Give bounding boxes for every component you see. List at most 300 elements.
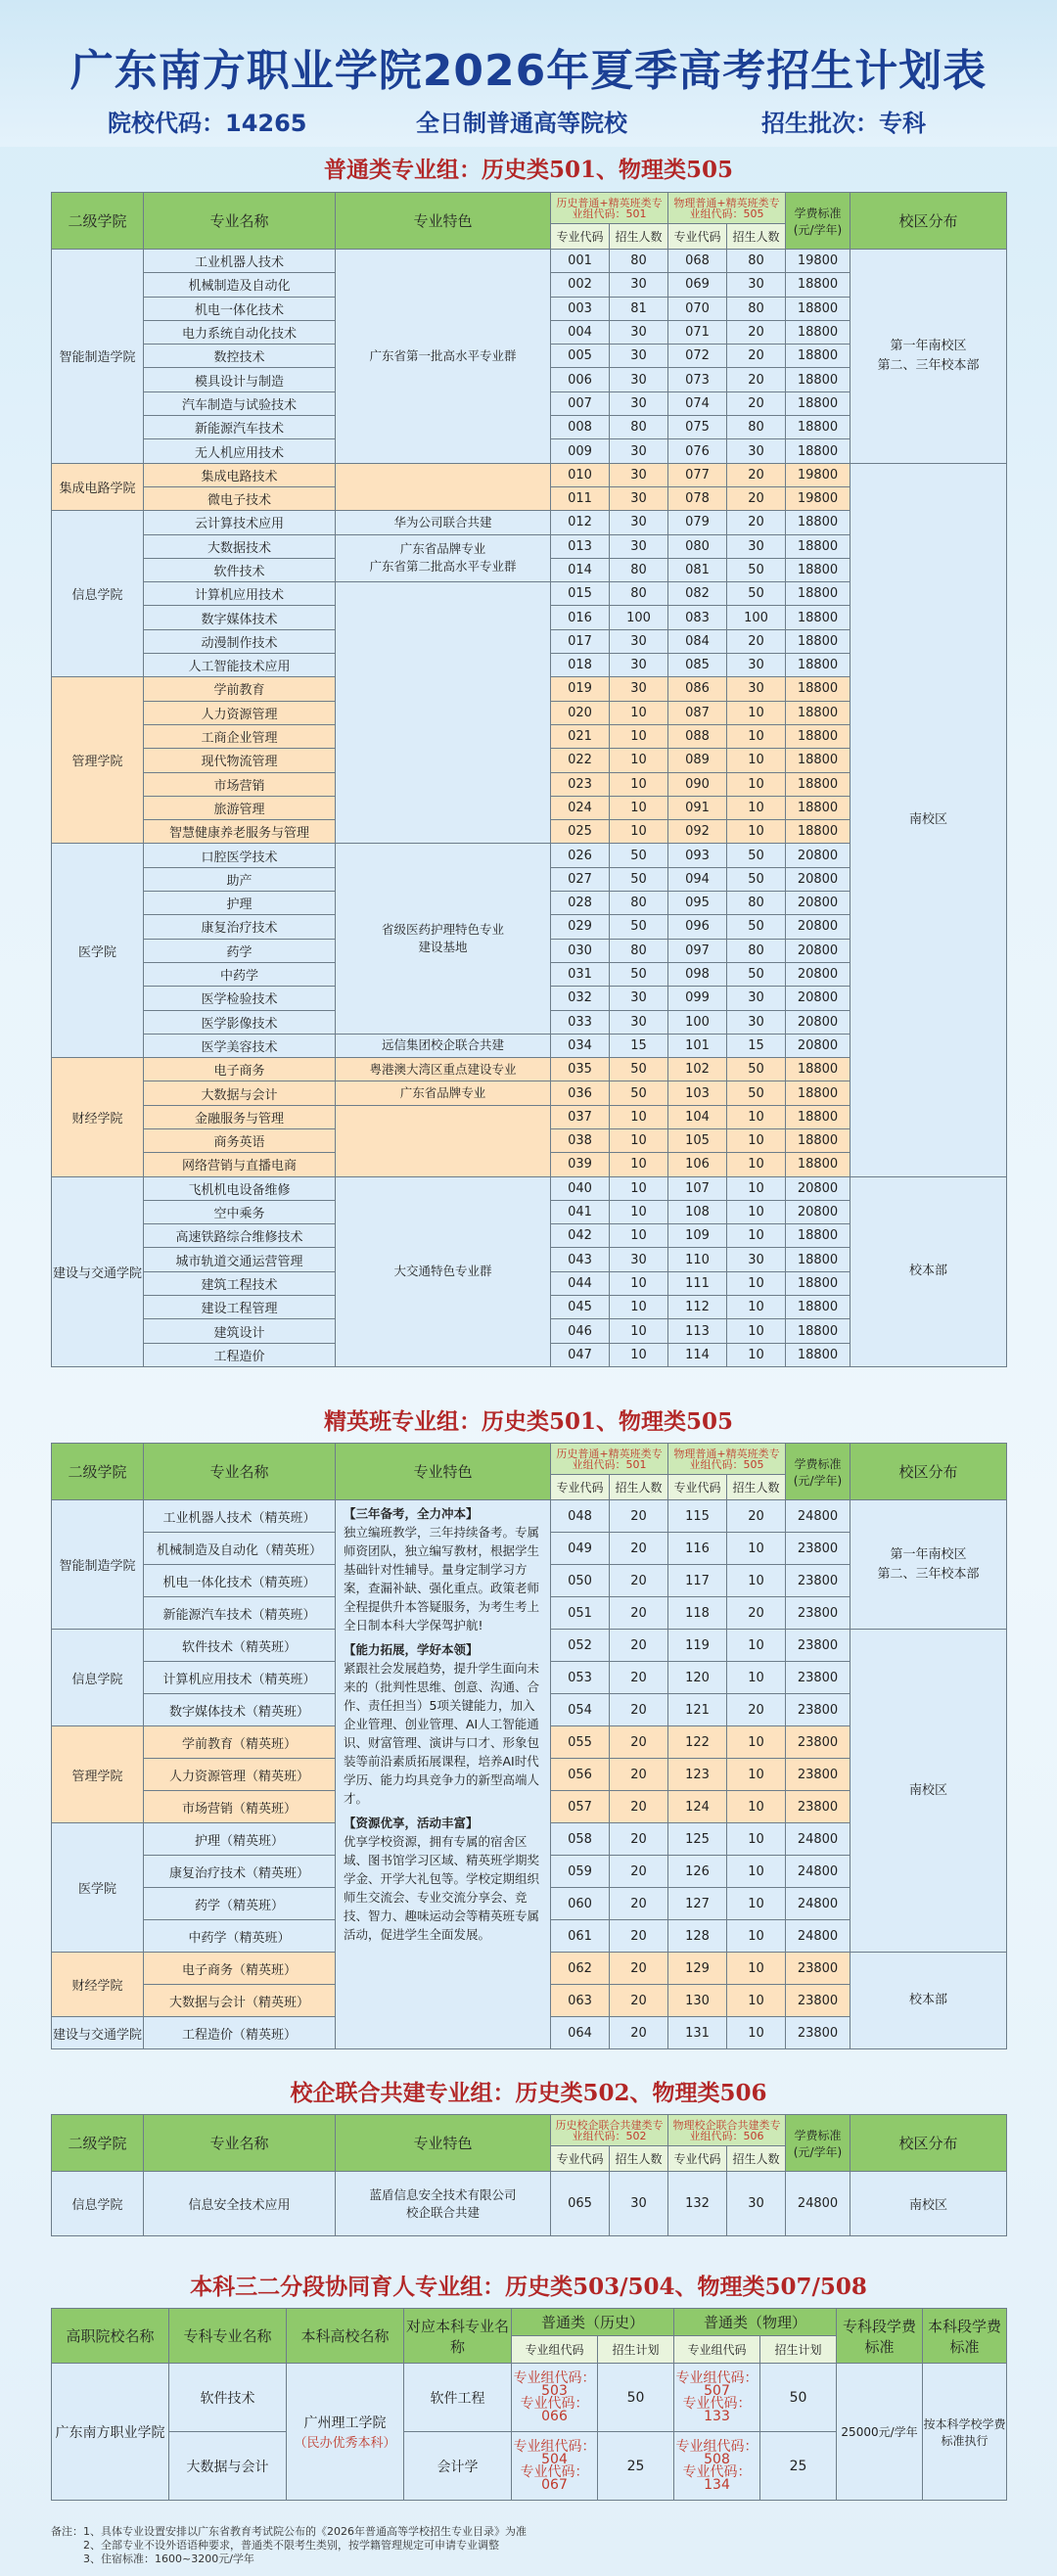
section1-title: 普通类专业组：历史类501、物理类505 [323, 157, 734, 183]
count-hist-cell: 30 [610, 1010, 668, 1034]
fee-cell: 18800 [786, 1271, 850, 1295]
table-row [52, 1500, 1007, 1533]
college-cell: 财经学院 [52, 1953, 144, 2017]
code-hist-cell: 036 [551, 1081, 610, 1105]
major-cell: 智慧健康养老服务与管理 [144, 820, 336, 844]
campus-cell: 校本部 [850, 1176, 1007, 1366]
count-phys-cell: 30 [727, 534, 786, 558]
zk-major-cell: 大数据与会计 [169, 2432, 287, 2501]
major-cell: 机电一体化技术（精英班） [144, 1565, 336, 1597]
fee-cell: 18800 [786, 582, 850, 606]
count-hist-cell: 50 [610, 915, 668, 939]
fee-cell: 23800 [786, 1630, 850, 1662]
major-cell: 模具设计与制造 [144, 368, 336, 391]
col-phys-group: 物理普通+精英班类专业组代码：505 [668, 193, 786, 224]
target-cell: 软件工程 [404, 2364, 512, 2432]
code-hist-cell: 012 [551, 511, 610, 534]
count-phys-cell: 10 [727, 1953, 786, 1985]
fee-cell: 18800 [786, 796, 850, 819]
col-feature: 专业特色 [336, 2115, 551, 2172]
col-campus: 校区分布 [850, 2115, 1007, 2172]
major-cell: 工业机器人技术（精英班） [144, 1500, 336, 1533]
code-hist-cell: 050 [551, 1565, 610, 1597]
section2-title: 精英班专业组：历史类501、物理类505 [323, 1408, 734, 1435]
fee-cell: 18800 [786, 820, 850, 844]
col-count-phys: 招生人数 [727, 1475, 786, 1500]
major-cell: 学前教育（精英班） [144, 1726, 336, 1759]
code-phys-cell: 081 [668, 558, 727, 581]
col-code-hist: 专业代码 [551, 224, 610, 250]
campus-cell: 南校区 [850, 1630, 1007, 1953]
major-cell: 工程造价 [144, 1343, 336, 1366]
count-phys-cell: 10 [727, 724, 786, 748]
count-hist-cell: 30 [610, 2172, 668, 2236]
count-hist-cell: 20 [610, 1662, 668, 1694]
code-phys-cell: 129 [668, 1953, 727, 1985]
fee-cell: 23800 [786, 1985, 850, 2017]
code-phys-cell: 094 [668, 867, 727, 891]
code-phys-cell: 106 [668, 1153, 727, 1176]
count-phys-cell: 10 [727, 1200, 786, 1223]
code-hist-cell: 030 [551, 939, 610, 962]
fee-cell: 24800 [786, 2172, 850, 2236]
fee-cell: 20800 [786, 962, 850, 986]
code-phys-cell: 107 [668, 1176, 727, 1200]
count-phys-cell: 10 [727, 1662, 786, 1694]
code-phys-cell: 083 [668, 606, 727, 629]
major-cell: 中药学 [144, 962, 336, 986]
count-hist-cell: 10 [610, 1176, 668, 1200]
code-phys-cell: 080 [668, 534, 727, 558]
col-phys-plan: 招生计划 [760, 2336, 837, 2364]
col-hist-group: 历史普通+精英班类专业组代码：501 [551, 1444, 668, 1475]
col-school: 高职院校名称 [52, 2309, 169, 2364]
major-cell: 医学美容技术 [144, 1034, 336, 1057]
fee-cell: 18800 [786, 416, 850, 439]
code-hist-cell: 014 [551, 558, 610, 581]
count-phys-cell: 20 [727, 368, 786, 391]
count-phys-cell: 100 [727, 606, 786, 629]
fee-cell: 18800 [786, 534, 850, 558]
count-phys-cell: 10 [727, 1726, 786, 1759]
code-phys-cell: 090 [668, 772, 727, 796]
uni-name: 广州理工学院 [303, 2415, 387, 2431]
fee-cell: 18800 [786, 1128, 850, 1152]
feature-body: 独立编班教学，三年持续备考。专属师资团队，独立编写教材，根据学生基础针对性辅导。量身定制学习方案，查漏补缺、强化重点。政策老师全程提供升本答疑服务，为考生考上全日制本科大学保驾护航! [344, 1525, 540, 1633]
count-hist-cell: 20 [610, 1533, 668, 1565]
college-cell: 财经学院 [52, 1058, 144, 1176]
fee-cell: 18800 [786, 1296, 850, 1319]
count-hist-cell: 30 [610, 677, 668, 701]
count-phys-cell: 30 [727, 987, 786, 1010]
count-phys-cell: 10 [727, 1856, 786, 1888]
col-hist: 普通类（历史） [512, 2309, 674, 2336]
elite-feature-cell [336, 1500, 551, 2049]
college-cell: 管理学院 [52, 677, 144, 844]
major-cell: 信息安全技术应用 [144, 2172, 336, 2236]
fee-cell: 24800 [786, 1500, 850, 1533]
code-phys-cell: 093 [668, 844, 727, 867]
count-phys-cell: 30 [727, 2172, 786, 2236]
count-hist-cell: 10 [610, 796, 668, 819]
fee-cell: 18800 [786, 677, 850, 701]
count-hist-cell: 30 [610, 463, 668, 486]
fee-cell: 18800 [786, 629, 850, 653]
count-phys-cell: 10 [727, 1105, 786, 1128]
code-hist-cell: 006 [551, 368, 610, 391]
code-hist-cell: 042 [551, 1224, 610, 1248]
count-hist-cell: 10 [610, 1128, 668, 1152]
count-phys-cell: 50 [727, 1081, 786, 1105]
count-phys-cell: 30 [727, 677, 786, 701]
feature-cell: 广东省第一批高水平专业群 [336, 250, 551, 464]
count-phys-cell: 10 [727, 1985, 786, 2017]
count-hist-cell: 20 [610, 1823, 668, 1856]
count-hist-cell: 80 [610, 250, 668, 273]
code-hist-cell: 029 [551, 915, 610, 939]
fee-cell: 24800 [786, 1920, 850, 1953]
fee-cell: 20800 [786, 987, 850, 1010]
fee-cell: 23800 [786, 1694, 850, 1726]
campus-cell: 南校区 [850, 463, 1007, 1176]
code-hist-cell: 026 [551, 844, 610, 867]
col-major: 专业名称 [144, 2115, 336, 2172]
code-hist-cell: 018 [551, 654, 610, 677]
fee-cell: 23800 [786, 2017, 850, 2049]
fee-cell: 19800 [786, 463, 850, 486]
major-cell: 药学（精英班） [144, 1888, 336, 1920]
code-hist-cell: 035 [551, 1058, 610, 1081]
table-row [52, 1176, 1007, 1200]
code-hist-cell: 054 [551, 1694, 610, 1726]
col-feature: 专业特色 [336, 1444, 551, 1500]
code-phys-cell: 108 [668, 1200, 727, 1223]
fee-cell: 23800 [786, 1597, 850, 1630]
fee-cell: 20800 [786, 939, 850, 962]
code-phys-cell: 082 [668, 582, 727, 606]
count-phys-cell: 50 [727, 1058, 786, 1081]
count-hist-cell: 80 [610, 416, 668, 439]
fee-bk-cell: 按本科学校学费标准执行 [923, 2364, 1007, 2501]
major-cell: 机械制造及自动化（精英班） [144, 1533, 336, 1565]
count-phys-cell: 20 [727, 1694, 786, 1726]
count-phys-cell: 20 [727, 1597, 786, 1630]
count-hist-cell: 10 [610, 1153, 668, 1176]
col-major: 专业名称 [144, 1444, 336, 1500]
count-phys-cell: 10 [727, 820, 786, 844]
campus-cell: 校本部 [850, 1953, 1007, 2049]
code-phys-cell: 113 [668, 1319, 727, 1343]
code-hist-cell: 040 [551, 1176, 610, 1200]
college-cell: 信息学院 [52, 511, 144, 677]
major-cell: 无人机应用技术 [144, 439, 336, 463]
code-phys-cell: 111 [668, 1271, 727, 1295]
count-phys-cell: 10 [727, 796, 786, 819]
code-hist-cell: 052 [551, 1630, 610, 1662]
count-hist-cell: 50 [610, 1081, 668, 1105]
code-phys-cell: 115 [668, 1500, 727, 1533]
code-hist-cell: 010 [551, 463, 610, 486]
fee-cell: 23800 [786, 1533, 850, 1565]
count-hist-cell: 10 [610, 1271, 668, 1295]
code-phys-cell: 131 [668, 2017, 727, 2049]
major-cell: 微电子技术 [144, 486, 336, 510]
col-feature: 专业特色 [336, 193, 551, 250]
fee-cell: 18800 [786, 1248, 850, 1271]
code-hist-cell: 044 [551, 1271, 610, 1295]
col-college: 二级学院 [52, 193, 144, 250]
count-hist-cell: 30 [610, 629, 668, 653]
code-phys-cell: 128 [668, 1920, 727, 1953]
code-hist-cell: 058 [551, 1823, 610, 1856]
col-code-phys: 专业代码 [668, 224, 727, 250]
code-hist-cell: 034 [551, 1034, 610, 1057]
count-phys-cell: 50 [727, 962, 786, 986]
code-hist-cell: 043 [551, 1248, 610, 1271]
col-code-hist: 专业代码 [551, 1475, 610, 1500]
fee-cell: 18800 [786, 654, 850, 677]
col-hist-plan: 招生计划 [598, 2336, 674, 2364]
code-phys-cell: 123 [668, 1759, 727, 1791]
col-code-phys: 专业代码 [668, 2146, 727, 2172]
col-count-hist: 招生人数 [610, 224, 668, 250]
count-hist-cell: 50 [610, 1058, 668, 1081]
fee-cell: 20800 [786, 1034, 850, 1057]
fee-cell: 23800 [786, 1791, 850, 1823]
major-cell: 数字媒体技术 [144, 606, 336, 629]
code-phys-cell: 100 [668, 1010, 727, 1034]
code-phys-cell: 103 [668, 1081, 727, 1105]
major-cell: 人力资源管理（精英班） [144, 1759, 336, 1791]
major-cell: 电子商务（精英班） [144, 1953, 336, 1985]
school-info-row [0, 104, 1057, 143]
fee-cell: 20800 [786, 892, 850, 915]
feature-cell: 远信集团校企联合共建 [336, 1034, 551, 1057]
code-phys-cell: 092 [668, 820, 727, 844]
code-phys-cell: 127 [668, 1888, 727, 1920]
major-cell: 药学 [144, 939, 336, 962]
code-hist-cell: 008 [551, 416, 610, 439]
major-cell: 汽车制造与试验技术 [144, 391, 336, 415]
uni-note: （民办优秀本科） [294, 2436, 396, 2451]
major-cell: 中药学（精英班） [144, 1920, 336, 1953]
code-hist-cell: 019 [551, 677, 610, 701]
major-cell: 护理 [144, 892, 336, 915]
code-phys-cell: 084 [668, 629, 727, 653]
table-row [52, 463, 1007, 486]
count-hist-cell: 20 [610, 1630, 668, 1662]
count-phys-cell: 10 [727, 1791, 786, 1823]
major-cell: 网络营销与直播电商 [144, 1153, 336, 1176]
count-hist-cell: 10 [610, 1319, 668, 1343]
count-hist-cell: 10 [610, 1224, 668, 1248]
code-hist-cell: 016 [551, 606, 610, 629]
phys-code-cell: 专业组代码： 507 专业代码： 133 [674, 2364, 760, 2432]
major-cell: 助产 [144, 867, 336, 891]
count-hist-cell: 30 [610, 511, 668, 534]
campus-cell: 第一年南校区 第二、三年校本部 [850, 250, 1007, 464]
code-phys-cell: 105 [668, 1128, 727, 1152]
code-hist-cell: 051 [551, 1597, 610, 1630]
count-hist-cell: 10 [610, 1200, 668, 1223]
count-phys-cell: 20 [727, 486, 786, 510]
major-cell: 工程造价（精英班） [144, 2017, 336, 2049]
count-phys-cell: 20 [727, 463, 786, 486]
major-cell: 建设工程管理 [144, 1296, 336, 1319]
code-hist-cell: 004 [551, 320, 610, 344]
fee-cell: 18800 [786, 1153, 850, 1176]
count-phys-cell: 50 [727, 844, 786, 867]
fee-cell: 18800 [786, 1224, 850, 1248]
col-uni: 本科高校名称 [287, 2309, 404, 2364]
count-phys-cell: 10 [727, 2017, 786, 2049]
feature-body: 紧跟社会发展趋势，提升学生面向未来的（批判性思维、创意、沟通、合作、责任担当）5项关键能力，加入企业管理、创业管理、AI人工智能通识、财富管理、演讲与口才、形象包装等前沿素质拓展课程，培养AI时代学历、能力均具竞争力的新型高端人才。 [344, 1661, 540, 1806]
count-phys-cell: 10 [727, 1565, 786, 1597]
code-hist-cell: 021 [551, 724, 610, 748]
college-cell: 信息学院 [52, 2172, 144, 2236]
code-hist-cell: 061 [551, 1920, 610, 1953]
hist-plan-cell: 25 [598, 2432, 674, 2501]
code-phys-cell: 074 [668, 391, 727, 415]
count-phys-cell: 30 [727, 273, 786, 297]
feature-cell [336, 1105, 551, 1176]
code-phys-cell: 097 [668, 939, 727, 962]
count-phys-cell: 10 [727, 1759, 786, 1791]
major-cell: 云计算技术应用 [144, 511, 336, 534]
code-phys-cell: 125 [668, 1823, 727, 1856]
hist-code-cell: 专业组代码： 504 专业代码： 067 [512, 2432, 598, 2501]
count-hist-cell: 81 [610, 297, 668, 320]
school-code: 院校代码：14265 [108, 110, 307, 137]
fee-cell: 18800 [786, 1081, 850, 1105]
col-count-phys: 招生人数 [727, 2146, 786, 2172]
col-fee: 学费标准(元/学年) [786, 193, 850, 250]
feature-body: 优享学校资源，拥有专属的宿舍区域、图书馆学习区域、精英班学期奖学金、开学大礼包等。学校定期组织师生交流会、专业交流分享会、竞技、智力、趣味运动会等精英班专属活动，促进学生全面发展。 [344, 1834, 540, 1942]
major-cell: 高速铁路综合维修技术 [144, 1224, 336, 1248]
fee-cell: 24800 [786, 1823, 850, 1856]
college-cell: 建设与交通学院 [52, 1176, 144, 1366]
feature-heading: 【能力拓展，学好本领】 [344, 1642, 479, 1657]
count-phys-cell: 30 [727, 1248, 786, 1271]
count-phys-cell: 80 [727, 250, 786, 273]
fee-cell: 18800 [786, 511, 850, 534]
campus-cell: 南校区 [850, 2172, 1007, 2236]
code-hist-cell: 024 [551, 796, 610, 819]
code-hist-cell: 038 [551, 1128, 610, 1152]
code-hist-cell: 028 [551, 892, 610, 915]
school-type: 全日制普通高等院校 [416, 110, 627, 137]
zk-major-cell: 软件技术 [169, 2364, 287, 2432]
feature-cell [336, 463, 551, 511]
code-hist-cell: 053 [551, 1662, 610, 1694]
major-cell: 电子商务 [144, 1058, 336, 1081]
code-phys-cell: 076 [668, 439, 727, 463]
count-phys-cell: 10 [727, 701, 786, 724]
college-cell: 建设与交通学院 [52, 2017, 144, 2049]
count-phys-cell: 20 [727, 345, 786, 368]
uni-cell [287, 2364, 404, 2501]
col-zk-major: 专科专业名称 [169, 2309, 287, 2364]
major-cell: 建筑工程技术 [144, 1271, 336, 1295]
fee-cell: 19800 [786, 486, 850, 510]
count-hist-cell: 30 [610, 273, 668, 297]
count-phys-cell: 20 [727, 511, 786, 534]
footnote: 备注：1、具体专业设置安排以广东省教育考试院公布的《2026年普通高等学校招生专业目录》为准 2、全部专业不设外语语种要求，普通类不限考生类别，按学籍管理规定可申请专业调整 3、住宿标准：1600~3200元/学年 [51, 2525, 527, 2565]
code-hist-cell: 049 [551, 1533, 610, 1565]
count-phys-cell: 10 [727, 1533, 786, 1565]
major-cell: 工商企业管理 [144, 724, 336, 748]
fee-cell: 18800 [786, 606, 850, 629]
hist-code-cell: 专业组代码： 503 专业代码： 066 [512, 2364, 598, 2432]
col-phys-group: 物理普通+精英班类专业组代码：505 [668, 1444, 786, 1475]
major-cell: 康复治疗技术 [144, 915, 336, 939]
fee-cell: 18800 [786, 1319, 850, 1343]
code-phys-cell: 098 [668, 962, 727, 986]
fee-cell: 20800 [786, 1176, 850, 1200]
code-hist-cell: 048 [551, 1500, 610, 1533]
code-phys-cell: 099 [668, 987, 727, 1010]
code-hist-cell: 020 [551, 701, 610, 724]
fee-cell: 18800 [786, 273, 850, 297]
count-phys-cell: 10 [727, 1319, 786, 1343]
code-phys-cell: 126 [668, 1856, 727, 1888]
college-cell: 智能制造学院 [52, 1500, 144, 1630]
count-phys-cell: 10 [727, 1343, 786, 1366]
count-hist-cell: 10 [610, 749, 668, 772]
code-hist-cell: 056 [551, 1759, 610, 1791]
count-hist-cell: 20 [610, 1856, 668, 1888]
code-hist-cell: 064 [551, 2017, 610, 2049]
count-hist-cell: 20 [610, 1597, 668, 1630]
major-cell: 集成电路技术 [144, 463, 336, 486]
section3-title: 校企联合共建专业组：历史类502、物理类506 [290, 2080, 767, 2106]
code-hist-cell: 022 [551, 749, 610, 772]
table-row [52, 2364, 1007, 2432]
code-phys-cell: 109 [668, 1224, 727, 1248]
code-hist-cell: 059 [551, 1856, 610, 1888]
col-fee: 学费标准(元/学年) [786, 1444, 850, 1500]
count-phys-cell: 20 [727, 629, 786, 653]
col-code-hist: 专业代码 [551, 2146, 610, 2172]
code-hist-cell: 060 [551, 1888, 610, 1920]
count-hist-cell: 30 [610, 320, 668, 344]
fee-cell: 18800 [786, 1105, 850, 1128]
count-hist-cell: 20 [610, 1953, 668, 1985]
count-hist-cell: 80 [610, 582, 668, 606]
fee-cell: 18800 [786, 749, 850, 772]
major-cell: 学前教育 [144, 677, 336, 701]
major-cell: 大数据与会计（精英班） [144, 1985, 336, 2017]
fee-cell: 23800 [786, 1565, 850, 1597]
college-cell: 信息学院 [52, 1630, 144, 1726]
count-hist-cell: 20 [610, 1726, 668, 1759]
code-hist-cell: 063 [551, 1985, 610, 2017]
fee-cell: 18800 [786, 391, 850, 415]
code-hist-cell: 032 [551, 987, 610, 1010]
code-phys-cell: 101 [668, 1034, 727, 1057]
major-cell: 商务英语 [144, 1128, 336, 1152]
fee-cell: 20800 [786, 844, 850, 867]
count-hist-cell: 20 [610, 2017, 668, 2049]
count-hist-cell: 10 [610, 701, 668, 724]
code-phys-cell: 087 [668, 701, 727, 724]
col-phys-code: 专业组代码 [674, 2336, 760, 2364]
count-phys-cell: 50 [727, 558, 786, 581]
code-phys-cell: 096 [668, 915, 727, 939]
count-hist-cell: 100 [610, 606, 668, 629]
major-cell: 新能源汽车技术 [144, 416, 336, 439]
code-phys-cell: 102 [668, 1058, 727, 1081]
